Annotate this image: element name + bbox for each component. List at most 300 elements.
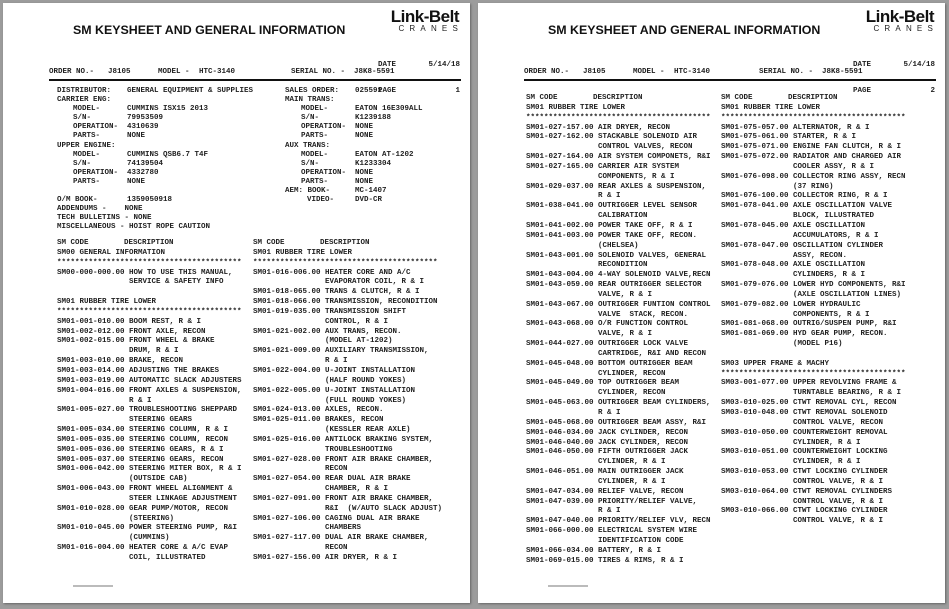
sm-code: SM01-016-006.00	[253, 268, 321, 277]
sm-description: COMPONENTS, R & I	[793, 310, 870, 319]
sm-description: CONTROL VALVE, RECON	[793, 418, 884, 427]
sm-code: SM01-005-035.00	[57, 435, 125, 444]
model-value: HTC-3140	[199, 68, 236, 76]
sm-description: POWER TAKE OFF, RECON.	[598, 231, 698, 240]
sm-description: REAR DUAL AIR BRAKE	[325, 475, 411, 484]
sm-code: SM03-010-051.00	[721, 448, 789, 457]
sm-code: SM01-075-072.00	[721, 153, 789, 162]
sm-code: SM01-027-028.00	[253, 455, 321, 464]
info-label: PARTS-	[73, 177, 101, 186]
sm-description: RECON	[325, 544, 348, 553]
sm-code: SM01-079-076.00	[721, 281, 789, 290]
column-header-description: DESCRIPTION	[124, 239, 174, 247]
sm-description: CYLINDER, RECON	[598, 389, 666, 398]
info-value: K1239188	[355, 114, 392, 123]
sm-code: SM01-079-082.00	[721, 300, 789, 309]
header-rule	[524, 79, 936, 81]
sm-description: CHAMBERS	[325, 524, 362, 533]
sm-description: FIFTH OUTRIGGER JACK	[598, 448, 689, 457]
sm-code: SM01-005-037.00	[57, 455, 125, 464]
info-value: NONE	[355, 177, 374, 186]
sm-description: CYLINDER, R & I	[793, 438, 861, 447]
sm-code: SM01-046-034.00	[526, 428, 594, 437]
sm-description: COMPONENTS, R & I	[598, 172, 675, 181]
serial-value: J8K8-5591	[354, 68, 395, 76]
sm-code: SM01-046-051.00	[526, 468, 594, 477]
sm-description: HYD GEAR PUMP, RECON.	[793, 330, 888, 339]
sm-description: AIR SYSTEM COMPONETS, R&I	[598, 153, 711, 162]
info-label: MODEL-	[301, 150, 329, 159]
section-title: SM00 GENERAL INFORMATION	[57, 248, 166, 257]
document-page-1	[3, 3, 470, 603]
info-label: O/M BOOK-	[57, 196, 98, 205]
info-label: S/N-	[301, 114, 320, 123]
sm-description: STEERING GEARS, R & I	[129, 445, 224, 454]
sm-code: SM03-010-025.00	[721, 399, 789, 408]
info-value: 74139504	[127, 159, 164, 168]
section-title: SM01 RUBBER TIRE LOWER	[57, 298, 157, 307]
info-value: EATON AT-1202	[355, 150, 414, 159]
sm-description: (AXLE OSCILLATION LINES)	[793, 290, 902, 299]
sm-description: R & I	[598, 409, 621, 417]
sm-description: AIR DRYER, R & I	[325, 554, 398, 562]
sm-code: SM01-005-034.00	[57, 426, 125, 435]
info-label: SALES ORDER:	[285, 87, 340, 95]
document-title: SM KEYSHEET AND GENERAL INFORMATION	[73, 23, 346, 37]
sm-code: SM01-027-164.00	[526, 153, 594, 162]
sm-code: SM03-010-064.00	[721, 487, 789, 496]
sm-code: SM00-000-000.00	[57, 268, 125, 277]
sm-description: TURNTABLE BEARING, R & I	[793, 389, 902, 398]
sm-code: SM01-016-004.00	[57, 544, 125, 553]
info-label: OPERATION-	[73, 168, 119, 177]
sm-description: FRONT AXLES & SUSPENSION,	[129, 386, 242, 395]
serial-value: J8K8-5591	[822, 68, 863, 76]
sm-code: SM01-003-019.00	[57, 376, 125, 385]
sm-code: SM01-043-004.00	[526, 271, 594, 280]
sm-description: RELIEF VALVE, RECON	[598, 487, 684, 496]
info-label: UPPER ENGINE:	[57, 141, 116, 150]
info-label: OPERATION-	[301, 123, 347, 132]
sm-code: SM03-010-048.00	[721, 409, 789, 417]
sm-code: SM01-021-009.00	[253, 347, 321, 356]
date-value: 5/14/18	[428, 61, 460, 69]
sm-description: OUTRIGGER BEAM ASSY, R&I	[598, 418, 707, 427]
sm-description: STEER LINKAGE ADJUSTMENT	[129, 494, 238, 503]
footer-mark	[548, 585, 588, 587]
info-value: CUMMINS ISX15 2013	[127, 105, 209, 114]
sm-description: RECON	[325, 465, 348, 474]
sm-code: SM01-078-041.00	[721, 202, 789, 211]
sm-code: SM01-045-048.00	[526, 359, 594, 368]
sm-description: ADJUSTING THE BRAKES	[129, 366, 220, 375]
sm-code: SM01-027-156.00	[253, 554, 321, 562]
sm-code: SM01-025-016.00	[253, 435, 321, 444]
sm-code: SM01-004-016.00	[57, 386, 125, 395]
sm-description: CYLINDERS, R & I	[793, 271, 866, 280]
sm-description: JACK CYLINDER, RECON	[598, 428, 689, 437]
sm-description: U-JOINT INSTALLATION	[325, 386, 416, 395]
info-label: S/N-	[301, 159, 320, 168]
sm-description: AIR DRYER, RECON	[598, 123, 671, 132]
sm-code: SM01-047-039.00	[526, 497, 594, 506]
logo-sub-text: CRANES	[398, 24, 463, 33]
sm-code: SM03-010-053.00	[721, 468, 789, 477]
sm-code: SM01-019-035.00	[253, 307, 321, 316]
sm-code: SM01-046-050.00	[526, 448, 594, 457]
sm-description: R&I (W/AUTO SLACK ADJUST)	[325, 504, 443, 513]
sm-description: TRANSMISSION SHIFT	[325, 307, 407, 316]
sm-description: OSCILLATION CYLINDER	[793, 241, 884, 250]
info-label: CARRIER ENG:	[57, 96, 112, 105]
sm-code: SM01-081-068.00	[721, 320, 789, 329]
sm-description: PRIORITY/RELIEF VALVE,	[598, 497, 698, 506]
sm-description: AUTOMATIC SLACK ADJUSTERS	[129, 376, 242, 385]
sm-description: CARTRIDGE, R&I AND RECON	[598, 349, 707, 358]
info-label: OPERATION-	[301, 168, 347, 177]
sm-code: SM01-078-045.00	[721, 221, 789, 230]
sm-code: SM01-010-045.00	[57, 524, 125, 533]
sm-code: SM01-006-042.00	[57, 465, 125, 474]
sm-code: SM01-006-043.00	[57, 485, 125, 494]
header-rule	[49, 79, 461, 81]
column-header-description: DESCRIPTION	[320, 239, 370, 247]
page-label: PAGE	[853, 86, 872, 95]
order-number: J8105	[583, 68, 606, 76]
sm-description: STARTER, R & I	[793, 133, 857, 142]
info-value: GENERAL EQUIPMENT & SUPPLIES	[127, 87, 254, 95]
sm-description: LOWER HYD COMPONENTS, R&I	[793, 281, 906, 290]
sm-description: BRAKE, RECON	[129, 357, 184, 366]
sm-description: COLLECTOR RING ASSY, RECN	[793, 172, 906, 181]
column-header-code: SM CODE	[526, 94, 558, 102]
sm-description: (CUMMINS)	[129, 534, 170, 543]
info-value: 4310639	[127, 123, 159, 132]
sm-description: COUNTERWEIGHT REMOVAL	[793, 428, 888, 437]
info-value: NONE	[355, 168, 374, 177]
sm-description: FRONT WHEEL ALIGNMENT &	[129, 485, 233, 494]
sm-description: VALVE STACK, RECON.	[598, 310, 689, 319]
sm-description: (FULL ROUND YOKES)	[325, 396, 407, 405]
footer-mark	[73, 585, 113, 587]
serial-label: SERIAL NO. -	[759, 68, 814, 76]
sm-description: CTWT REMOVAL SOLENOID	[793, 409, 888, 417]
sm-code: SM01-001-010.00	[57, 317, 125, 326]
sm-code: SM01-078-047.00	[721, 241, 789, 250]
sm-description: ENGINE FAN CLUTCH, R & I	[793, 143, 902, 152]
sm-description: R & I	[598, 192, 621, 201]
sm-description: RADIATOR AND CHARGED AIR	[793, 153, 902, 162]
column-header-code: SM CODE	[57, 239, 89, 247]
separator-asterisks: *****************************************	[721, 369, 906, 378]
sm-description: IDENTIFICATION CODE	[598, 536, 684, 545]
info-value: NONE	[127, 177, 146, 186]
section-title: SM01 RUBBER TIRE LOWER	[721, 103, 821, 112]
sm-description: VALVE, R & I	[598, 330, 653, 339]
sm-description: CONTROL VALVE, R & I	[793, 497, 884, 506]
column-header-code: SM CODE	[721, 94, 753, 102]
info-value: DVD-CR	[355, 196, 383, 205]
sm-description: REAR OUTRIGGER SELECTOR	[598, 281, 702, 290]
sm-description: FRONT AIR BRAKE CHAMBER,	[325, 494, 434, 503]
sm-description: JACK CYLINDER, RECON	[598, 438, 689, 447]
sm-description: AUX TRANS, RECON.	[325, 327, 402, 336]
sm-description: U-JOINT INSTALLATION	[325, 366, 416, 375]
sm-description: COUNTERWEIGHT LOCKING	[793, 448, 888, 457]
sm-code: SM03-010-050.00	[721, 428, 789, 437]
sm-code: SM03-010-066.00	[721, 507, 789, 516]
sm-code: SM01-076-100.00	[721, 192, 789, 201]
sm-description: TIRES & RIMS, R & I	[598, 556, 684, 565]
order-number: J8105	[108, 68, 131, 76]
sm-description: CTWT REMOVAL CYL, RECON	[793, 399, 897, 408]
sm-description: R & I	[325, 357, 348, 366]
sm-description: RECONDITION	[598, 261, 648, 270]
sm-code: SM01-075-057.00	[721, 123, 789, 132]
sm-description: O/R FUNCTION CONTROL	[598, 320, 689, 329]
sm-code: SM01-027-165.00	[526, 162, 594, 171]
sm-description: POWER TAKE OFF, R & I	[598, 221, 693, 230]
page-number: 1	[455, 86, 460, 95]
sm-description: DUAL AIR BRAKE CHAMBER,	[325, 534, 429, 543]
sm-code: SM01-041-003.00	[526, 231, 594, 240]
date-value: 5/14/18	[903, 61, 935, 69]
sm-description: OUTRIG/SUSPEN PUMP, R&I	[793, 320, 897, 329]
date-label: DATE	[853, 61, 872, 69]
sm-description: CONTROL VALVE, R & I	[793, 477, 884, 486]
order-line	[524, 67, 934, 77]
sm-description: CONTROL VALVES, RECON	[598, 143, 693, 152]
sm-code: SM01-027-054.00	[253, 475, 321, 484]
sm-code: SM01-047-040.00	[526, 517, 594, 526]
sm-description: AXLE OSCILLATION VALVE	[793, 202, 893, 211]
sm-description: MAIN OUTRIGGER JACK	[598, 468, 684, 477]
info-label: PARTS-	[301, 177, 329, 186]
order-line	[49, 67, 459, 77]
sm-code: SM01-010-028.00	[57, 504, 125, 513]
link-belt-logo	[375, 7, 463, 33]
info-label: TECH BULLETINS -	[57, 214, 130, 223]
sm-code: SM01-022-005.00	[253, 386, 321, 395]
sm-code: SM01-045-049.00	[526, 379, 594, 388]
sm-description: STEERING COLUMN, R & I	[129, 426, 229, 435]
sm-code: SM01-018-066.00	[253, 298, 321, 307]
sm-description: (MODEL P16)	[793, 340, 843, 349]
sm-description: PRIORITY/RELIEF VLV, RECN	[598, 517, 711, 526]
sm-description: TRANSMISSION, RECONDITION	[325, 298, 438, 307]
sm-code: SM01-025-011.00	[253, 416, 321, 425]
info-value: NONE	[133, 214, 152, 223]
sm-description: BOOM REST, R & I	[129, 317, 202, 326]
model-label: MODEL -	[633, 68, 665, 76]
model-label: MODEL -	[158, 68, 190, 76]
sm-code: SM01-075-061.00	[721, 133, 789, 142]
sm-description: AXLES, RECON.	[325, 406, 384, 415]
sm-description: STACKABLE SOLENOID AIR	[598, 133, 698, 142]
order-label: ORDER NO.-	[49, 68, 95, 76]
document-page-2	[478, 3, 945, 603]
separator-asterisks: *****************************************	[253, 258, 438, 267]
sm-description: CYLINDER, RECON	[598, 369, 666, 378]
logo-sub-text: CRANES	[873, 24, 938, 33]
sm-code: SM01-043-001.00	[526, 251, 594, 260]
sm-description: DRUM, R & I	[129, 347, 179, 356]
sm-code: SM01-047-034.00	[526, 487, 594, 496]
sm-description: COLLECTOR RING, R & I	[793, 192, 888, 201]
sm-description: TOP OUTRIGGER BEAM	[598, 379, 680, 388]
info-value: HOIST ROPE CAUTION	[129, 223, 211, 232]
sm-description: OUTRIGGER LEVEL SENSOR	[598, 202, 698, 211]
sm-description: SERVICE & SAFETY INFO	[129, 278, 224, 287]
sm-code: SM01-043-068.00	[526, 320, 594, 329]
info-label: AUX TRANS:	[285, 141, 331, 150]
sm-description: CARRIER AIR SYSTEM	[598, 162, 680, 171]
sm-description: AXLE OSCILLATION	[793, 221, 866, 230]
info-label: OPERATION-	[73, 123, 119, 132]
sm-description: OUTRIGGER LOCK VALVE	[598, 340, 689, 349]
sm-code: SM01-022-004.00	[253, 366, 321, 375]
sm-description: STEERING GEARS	[129, 416, 193, 425]
sm-code: SM01-003-014.00	[57, 366, 125, 375]
sm-description: CONTROL VALVE, R & I	[793, 517, 884, 526]
page-label: PAGE	[378, 86, 397, 95]
info-value: NONE	[127, 132, 146, 141]
sm-code: SM01-043-059.00	[526, 281, 594, 290]
sm-code: SM01-038-041.00	[526, 202, 594, 211]
info-label: MODEL-	[73, 150, 101, 159]
sm-description: AXLE OSCILLATION	[793, 261, 866, 270]
sm-description: BATTERY, R & I	[598, 546, 662, 555]
sm-description: LOWER HYDRAULIC	[793, 300, 861, 309]
section-title: SM01 RUBBER TIRE LOWER	[526, 103, 626, 112]
info-label: PARTS-	[301, 132, 329, 141]
sm-description: FRONT WHEEL & BRAKE	[129, 337, 215, 346]
sm-description: R & I	[129, 396, 152, 405]
sm-code: SM01-027-106.00	[253, 514, 321, 523]
info-label: AEM: BOOK-	[285, 187, 331, 196]
order-label: ORDER NO.-	[524, 68, 570, 76]
section-title: SM01 RUBBER TIRE LOWER	[253, 248, 353, 257]
page-number: 2	[930, 86, 935, 95]
sm-description: BOTTOM OUTRIGGER BEAM	[598, 359, 693, 368]
sm-description: GEAR PUMP/MOTOR, RECON	[129, 504, 229, 513]
section-title: SM03 UPPER FRAME & MACHY	[721, 359, 830, 368]
sm-description: BRAKES, RECON	[325, 416, 384, 425]
document-title: SM KEYSHEET AND GENERAL INFORMATION	[548, 23, 821, 37]
sm-description: CAGING DUAL AIR BRAKE	[325, 514, 420, 523]
info-value: MC-1407	[355, 187, 387, 196]
sm-code: SM01-002-012.00	[57, 327, 125, 336]
sm-description: CTWT LOCKING CYLINDER	[793, 468, 888, 477]
sm-description: CONTROL, R & I	[325, 317, 389, 326]
sm-description: ALTERNATOR, R & I	[793, 123, 870, 132]
column-header-code: SM CODE	[253, 239, 285, 247]
info-label: MODEL-	[73, 105, 101, 114]
sm-description: COIL, ILLUSTRATED	[129, 554, 206, 562]
column-header-description: DESCRIPTION	[788, 94, 838, 102]
info-value: K1233304	[355, 159, 392, 168]
sm-code: SM01-027-117.00	[253, 534, 321, 543]
sm-code: SM01-045-068.00	[526, 418, 594, 427]
sm-code: SM01-046-040.00	[526, 438, 594, 447]
column-header-description: DESCRIPTION	[593, 94, 643, 102]
sm-code: SM01-066-034.00	[526, 546, 594, 555]
sm-description: OUTRIGGER FUNTION CONTROL	[598, 300, 711, 309]
sm-description: AUXILIARY TRANSMISSION,	[325, 347, 429, 356]
sm-description: CHAMBER, R & I	[325, 485, 389, 494]
sm-code: SM01-021-002.00	[253, 327, 321, 336]
sm-description: (OUTSIDE CAB)	[129, 475, 188, 484]
sm-description: CALIBRATION	[598, 212, 648, 221]
sm-description: HEATER CORE & A/C EVAP	[129, 544, 229, 553]
info-value: NONE	[124, 205, 143, 214]
date-label: DATE	[378, 61, 397, 69]
sm-description: CTWT REMOVAL CYLINDERS	[793, 487, 893, 496]
sm-description: CTWT LOCKING CYLINDER	[793, 507, 888, 516]
info-label: PARTS-	[73, 132, 101, 141]
info-value: 79953509	[127, 114, 164, 123]
logo-main-text: Link-Belt	[390, 7, 459, 26]
sm-description: (37 RING)	[793, 182, 834, 191]
sm-code: SM01-043-067.00	[526, 300, 594, 309]
link-belt-logo	[850, 7, 938, 33]
sm-description: BLOCK, ILLUSTRATED	[793, 212, 875, 221]
sm-description: (STEERING)	[129, 514, 175, 523]
info-value: 4332780	[127, 168, 159, 177]
sm-description: CYLINDER, R & I	[598, 458, 666, 467]
info-label: ADDENDUMS -	[57, 205, 107, 214]
sm-code: SM01-003-010.00	[57, 357, 125, 366]
sm-description: HOW TO USE THIS MANUAL,	[129, 268, 233, 277]
sm-code: SM01-076-098.00	[721, 172, 789, 181]
model-value: HTC-3140	[674, 68, 711, 76]
info-label: MODEL-	[301, 105, 329, 114]
sm-description: 4-WAY SOLENOID VALVE,RECN	[598, 271, 711, 280]
sm-description: TRANS & CLUTCH, R & I	[325, 288, 420, 297]
sm-code: SM01-078-048.00	[721, 261, 789, 270]
info-value: CUMMINS QSB6.7 T4F	[127, 150, 209, 159]
info-value: NONE	[355, 132, 374, 141]
sm-description: (CHELSEA)	[598, 241, 639, 250]
sm-description: (KESSLER REAR AXLE)	[325, 426, 411, 435]
sm-description: TROUBLESHOOTING SHEPPARD	[129, 406, 238, 415]
sm-description: EVAPORATOR COIL, R & I	[325, 278, 425, 287]
sm-description: FRONT AIR BRAKE CHAMBER,	[325, 455, 434, 464]
sm-description: (HALF ROUND YOKES)	[325, 376, 407, 385]
sm-description: FRONT AXLE, RECON	[129, 327, 206, 336]
sm-description: VALVE, R & I	[598, 290, 653, 299]
info-value: NONE	[355, 123, 374, 132]
sm-description: (MODEL AT-1202)	[325, 337, 393, 346]
sm-code: SM01-045-063.00	[526, 399, 594, 408]
sm-description: ELECTRICAL SYSTEM WIRE	[598, 527, 698, 536]
sm-code: SM01-002-015.00	[57, 337, 125, 346]
sm-code: SM01-041-002.00	[526, 221, 594, 230]
sm-description: TROUBLESHOOTING	[325, 445, 393, 454]
info-label: S/N-	[73, 114, 92, 123]
info-label: DISTRIBUTOR:	[57, 87, 112, 95]
sm-code: SM01-081-069.00	[721, 330, 789, 339]
serial-label: SERIAL NO. -	[291, 68, 346, 76]
sm-code: SM01-018-065.00	[253, 288, 321, 297]
sm-description: UPPER REVOLVING FRAME &	[793, 379, 897, 388]
sm-code: SM01-005-027.00	[57, 406, 125, 415]
separator-asterisks: *****************************************	[721, 113, 906, 122]
sm-description: ACCUMULATORS, R & I	[793, 231, 879, 240]
sm-description: REAR AXLES & SUSPENSION,	[598, 182, 707, 191]
info-label: VIDEO-	[307, 196, 335, 205]
sm-description: HEATER CORE AND A/C	[325, 268, 411, 277]
